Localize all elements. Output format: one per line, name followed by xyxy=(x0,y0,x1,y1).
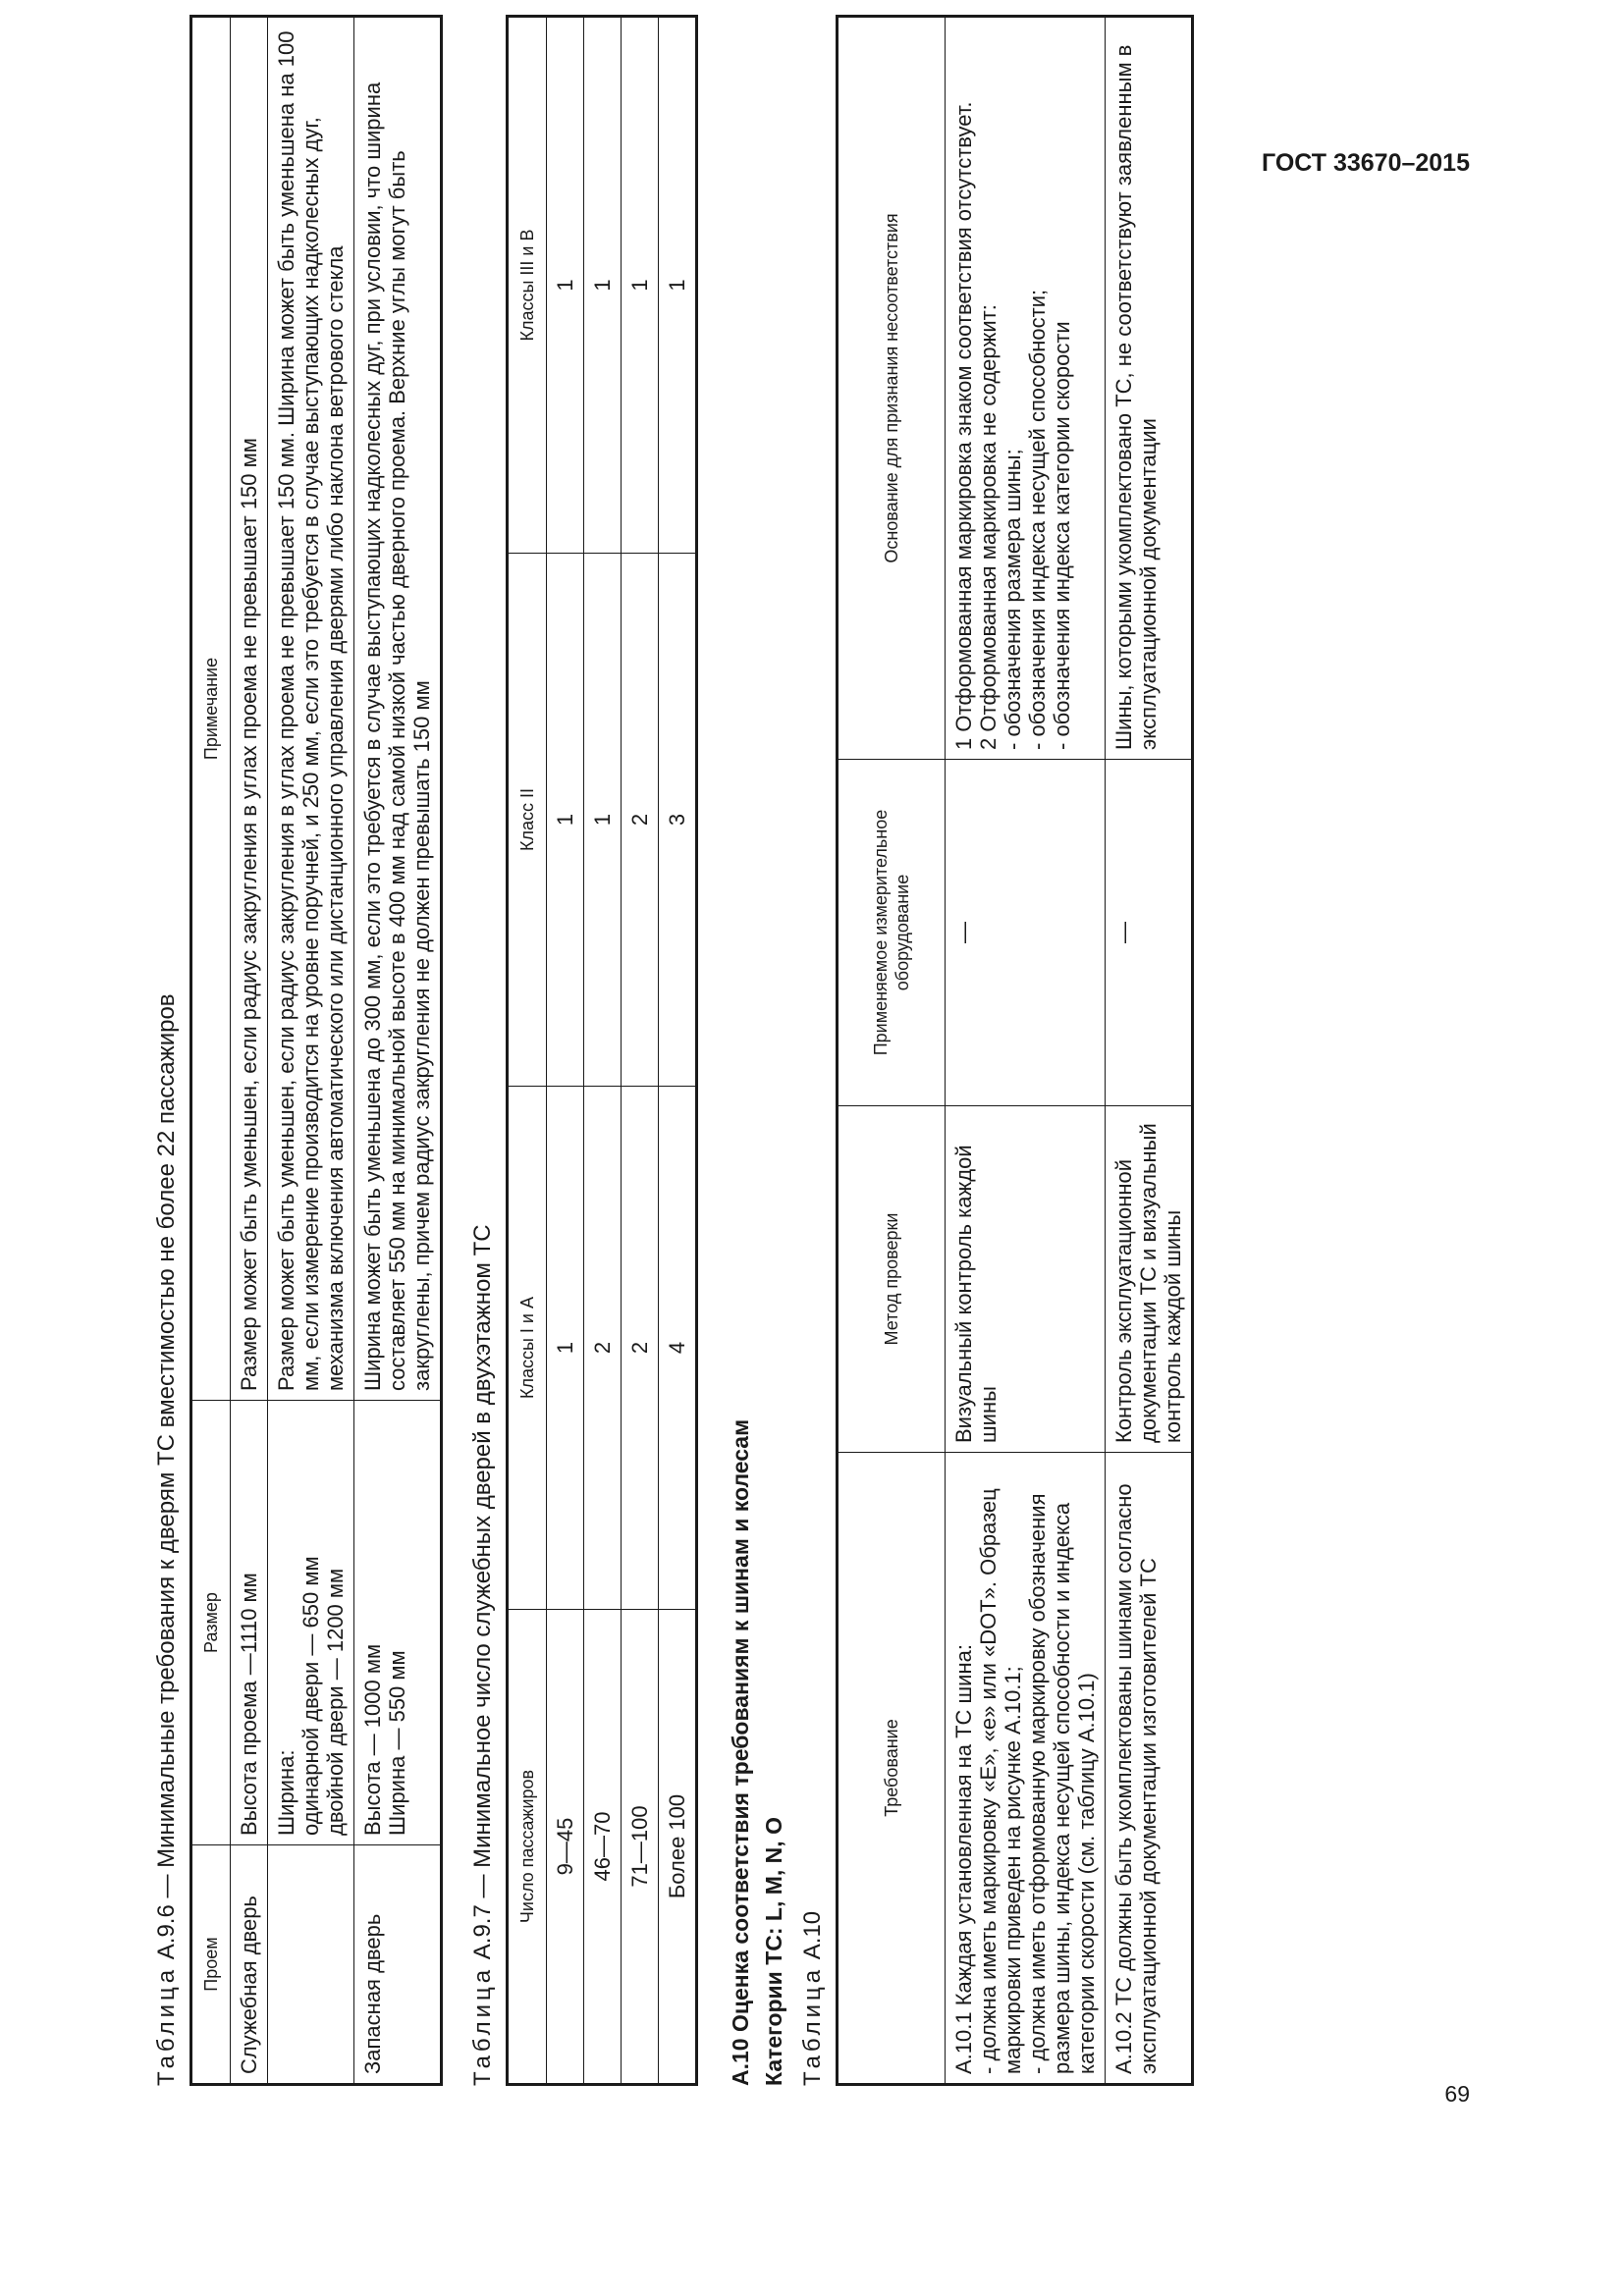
table-cell: Служебная дверь xyxy=(231,1845,268,2085)
column-header: Применяемое измерительное оборудование xyxy=(838,760,946,1106)
table-row xyxy=(946,17,1106,2085)
table-cell: 2 xyxy=(584,1087,622,1610)
column-header: Классы III и B xyxy=(508,17,547,554)
table-a96-block xyxy=(152,0,443,2086)
table-cell: 2 xyxy=(622,1087,659,1610)
table-cell: 1 xyxy=(659,17,697,554)
table-cell: 1 Отформованная маркировка знаком соответствия отсутствует. 2 Отформованная маркировка не содержит: - обозначения размера шины; - обозначения индекса несущей способности; - обозначения индекса категории скорости xyxy=(946,17,1106,760)
table-cell: 1 xyxy=(584,17,622,554)
table-cell: 4 xyxy=(659,1087,697,1610)
table-cell: 1 xyxy=(547,554,584,1087)
table-cell: 1 xyxy=(622,17,659,554)
table-caption-text: А.9.7 — Минимальное число служебных дверей в двухэтажном ТС xyxy=(469,1224,496,1960)
table-row xyxy=(231,17,268,2085)
table-cell: Шины, которыми укомплектовано ТС, не соответствуют заявленным в эксплуатационной документации xyxy=(1106,17,1193,760)
table-row xyxy=(547,17,584,2085)
rotated-content xyxy=(152,0,1488,2086)
table-caption-text: А.9.6 — Минимальные требования к дверям ТС вместимостью не более 22 пассажиров xyxy=(153,993,180,1960)
column-header: Требование xyxy=(838,1453,946,2085)
table-row xyxy=(584,17,622,2085)
table-a10 xyxy=(836,15,1194,2086)
table-row xyxy=(268,17,354,2085)
table-a96 xyxy=(189,15,443,2086)
section-title: А.10 Оценка соответствия требованиям к шинам и колесам xyxy=(728,1418,753,2086)
table-cell: Ширина: одинарной двери — 650 мм двойной двери — 1200 мм xyxy=(268,1401,354,1845)
column-header: Метод проверки xyxy=(838,1106,946,1453)
column-header: Основание для признания несоответствия xyxy=(838,17,946,760)
table-cell: Ширина может быть уменьшена до 300 мм, если это требуется в случае выступающих надколесных дуг, при условии, что ширина составляет 550 мм на минимальной высоте в 400 мм над самой низкой частью дверного проема. Верхние углы могут быть закруглены, причем радиус закругления не должен превышать 150 мм xyxy=(354,17,442,1401)
table-a96-caption xyxy=(152,0,182,2086)
table-caption-prefix: Таблица xyxy=(799,1965,826,2086)
page-number: 69 xyxy=(1444,2081,1470,2107)
table-row xyxy=(659,17,697,2085)
table-cell: 46—70 xyxy=(584,1610,622,2085)
table-row xyxy=(622,17,659,2085)
table-caption-text: А.10 xyxy=(799,1910,826,1960)
table-caption-prefix: Таблица xyxy=(153,1965,180,2086)
table-a10-caption xyxy=(798,0,828,2086)
table-cell: Контроль эксплуатационной документации ТС и визуальный контроль каждой шины xyxy=(1106,1106,1193,1453)
column-header: Размер xyxy=(191,1401,231,1845)
table-header-row xyxy=(838,17,946,2085)
table-cell: Более 100 xyxy=(659,1610,697,2085)
table-cell: 2 xyxy=(622,554,659,1087)
section-a10-heading xyxy=(724,0,790,2086)
column-header: Класс II xyxy=(508,554,547,1087)
table-cell: Запасная дверь xyxy=(354,1845,442,2085)
table-cell: 3 xyxy=(659,554,697,1087)
table-cell: — xyxy=(1106,760,1193,1106)
table-a97-caption xyxy=(468,0,498,2086)
standard-code: ГОСТ 33670–2015 xyxy=(1262,149,1470,177)
column-header: Число пассажиров xyxy=(508,1610,547,2085)
table-cell: Высота проема —1110 мм xyxy=(231,1401,268,1845)
table-cell: Размер может быть уменьшен, если радиус закругления в углах проема не превышает 150 мм xyxy=(231,17,268,1401)
table-header-row xyxy=(191,17,231,2085)
table-cell xyxy=(268,1845,354,2085)
table-a10-block xyxy=(798,0,1194,2086)
table-cell: Высота — 1000 мм Ширина — 550 мм xyxy=(354,1401,442,1845)
table-cell: 1 xyxy=(547,17,584,554)
column-header: Проем xyxy=(191,1845,231,2085)
table-cell: 1 xyxy=(547,1087,584,1610)
table-a97-block xyxy=(468,0,698,2086)
column-header: Классы I и A xyxy=(508,1087,547,1610)
table-caption-prefix: Таблица xyxy=(469,1965,496,2086)
table-cell: 9—45 xyxy=(547,1610,584,2085)
section-categories: Категории ТС: L, M, N, O xyxy=(761,1817,786,2086)
table-cell: А.10.2 ТС должны быть укомплектованы шинами согласно эксплуатационной документации изготовителей ТС xyxy=(1106,1453,1193,2085)
table-cell: Размер может быть уменьшен, если радиус закругления в углах проема не превышает 150 мм. Ширина может быть уменьшена на 100 мм, если измерение производится на уровне поручней, и 250 мм, если это требуется в случае выступающих надколесных дуг, механизма включения автоматического или дистанционного управления дверями либо наклона ветрового стекла xyxy=(268,17,354,1401)
table-cell: 71—100 xyxy=(622,1610,659,2085)
table-a97 xyxy=(506,15,698,2086)
table-row xyxy=(354,17,442,2085)
table-cell: 1 xyxy=(584,554,622,1087)
column-header: Примечание xyxy=(191,17,231,1401)
table-cell: А.10.1 Каждая установленная на ТС шина: - должна иметь маркировку «Е», «е» или «DOT». Образец маркировки приведен на рисунке А.10.1; - должна иметь отформованную маркировку обозначения размера шины, индекса несущей способности и индекса категории скорости (см. таблицу А.10.1) xyxy=(946,1453,1106,2085)
table-cell: — xyxy=(946,760,1106,1106)
table-header-row xyxy=(508,17,547,2085)
table-cell: Визуальный контроль каждой шины xyxy=(946,1106,1106,1453)
table-row xyxy=(1106,17,1193,2085)
